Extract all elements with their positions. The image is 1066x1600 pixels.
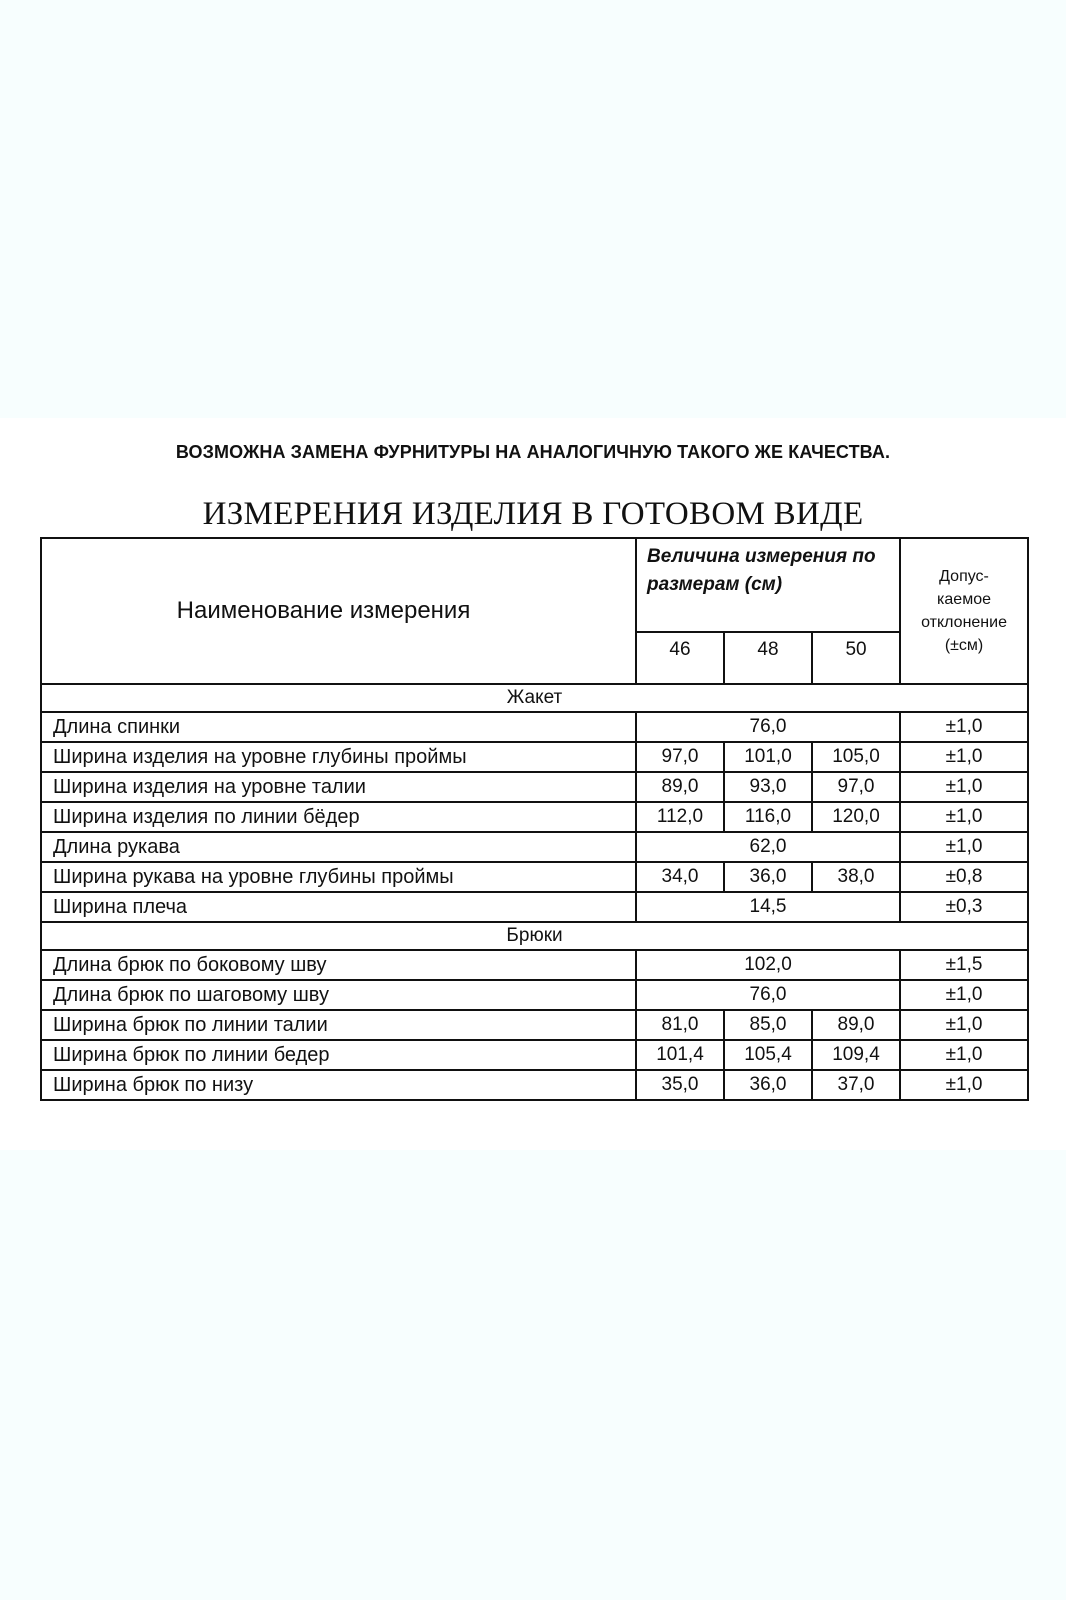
measurement-name: Ширина брюк по линии бедер [41,1040,636,1070]
tolerance-value: ±1,0 [900,1040,1028,1070]
measurement-name: Ширина изделия на уровне глубины проймы [41,742,636,772]
bottom-background [0,1150,1066,1600]
header-sizes-label: Величина измерения по размерам (см) [636,538,900,632]
measurement-name: Ширина брюк по линии талии [41,1010,636,1040]
table-body [41,684,1028,1100]
measurement-value: 112,0 [636,802,724,832]
measurement-value: 97,0 [812,772,900,802]
measurement-value: 101,4 [636,1040,724,1070]
table-header [41,538,1028,684]
table-row [41,742,1028,772]
top-background [0,0,1066,418]
tolerance-value: ±1,0 [900,980,1028,1010]
measurement-value: 120,0 [812,802,900,832]
table-row [41,1040,1028,1070]
table-row [41,980,1028,1010]
tolerance-value: ±0,8 [900,862,1028,892]
measurement-value: 38,0 [812,862,900,892]
measurement-name: Ширина рукава на уровне глубины проймы [41,862,636,892]
measurement-name: Длина брюк по шаговому шву [41,980,636,1010]
table-row [41,892,1028,922]
tolerance-value: ±1,0 [900,712,1028,742]
measurement-name: Ширина брюк по низу [41,1070,636,1100]
table-row [41,1070,1028,1100]
measurement-value-all-sizes: 76,0 [636,712,900,742]
header-size-48: 48 [724,632,812,684]
measurement-value: 34,0 [636,862,724,892]
header-size-46: 46 [636,632,724,684]
measurement-name: Длина рукава [41,832,636,862]
measurement-value: 109,4 [812,1040,900,1070]
tolerance-value: ±1,0 [900,772,1028,802]
header-tolerance-line: каемое [937,591,991,608]
measurement-value-all-sizes: 102,0 [636,950,900,980]
measurement-name: Ширина изделия по линии бёдер [41,802,636,832]
table-row [41,772,1028,802]
measurement-value: 36,0 [724,862,812,892]
measurement-value-all-sizes: 62,0 [636,832,900,862]
measurement-value: 36,0 [724,1070,812,1100]
tolerance-value: ±1,0 [900,1070,1028,1100]
measurement-value-all-sizes: 14,5 [636,892,900,922]
measurement-value: 85,0 [724,1010,812,1040]
tolerance-value: ±1,0 [900,742,1028,772]
table-row [41,712,1028,742]
measurement-name: Ширина изделия на уровне талии [41,772,636,802]
header-size-50: 50 [812,632,900,684]
section-row [41,684,1028,712]
measurement-value: 93,0 [724,772,812,802]
table-row [41,832,1028,862]
tolerance-value: ±1,0 [900,802,1028,832]
table-row [41,862,1028,892]
measurement-value: 101,0 [724,742,812,772]
section-label: Брюки [41,922,1028,950]
measurement-name: Длина спинки [41,712,636,742]
tolerance-value: ±1,5 [900,950,1028,980]
measurement-value: 37,0 [812,1070,900,1100]
measurement-value: 81,0 [636,1010,724,1040]
measurement-name: Длина брюк по боковому шву [41,950,636,980]
section-row [41,922,1028,950]
header-tolerance-line: отклонение [921,614,1007,631]
measurement-value: 35,0 [636,1070,724,1100]
section-label: Жакет [41,684,1028,712]
header-tolerance-line: Допус- [939,568,989,585]
tolerance-value: ±0,3 [900,892,1028,922]
measurement-value: 89,0 [812,1010,900,1040]
measurement-value-all-sizes: 76,0 [636,980,900,1010]
document-title: ИЗМЕРЕНИЯ ИЗДЕЛИЯ В ГОТОВОМ ВИДЕ [202,496,864,532]
notice-text: ВОЗМОЖНА ЗАМЕНА ФУРНИТУРЫ НА АНАЛОГИЧНУЮ ТАКОГО ЖЕ КАЧЕСТВА. [175,442,891,462]
table-row [41,802,1028,832]
measurements-table [40,537,1029,1101]
table-row [41,950,1028,980]
measurement-value: 97,0 [636,742,724,772]
tolerance-value: ±1,0 [900,1010,1028,1040]
measurement-value: 105,4 [724,1040,812,1070]
header-tolerance [900,538,1028,684]
tolerance-value: ±1,0 [900,832,1028,862]
measurement-value: 116,0 [724,802,812,832]
header-measurement-name: Наименование измерения [41,538,636,684]
measurement-value: 89,0 [636,772,724,802]
header-tolerance-line: (±см) [944,637,984,654]
measurement-value: 105,0 [812,742,900,772]
table-row [41,1010,1028,1040]
measurement-name: Ширина плеча [41,892,636,922]
